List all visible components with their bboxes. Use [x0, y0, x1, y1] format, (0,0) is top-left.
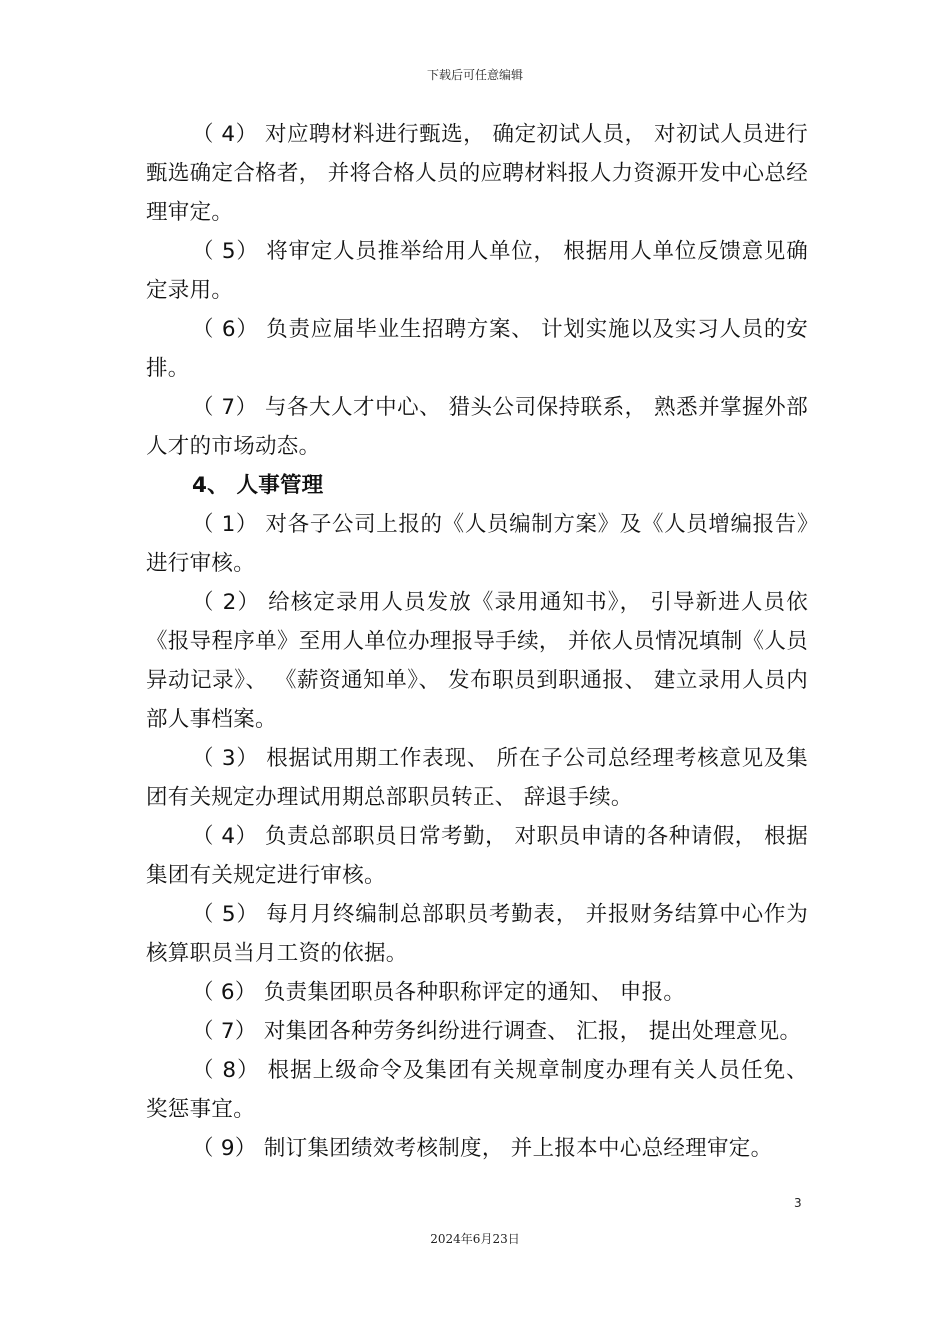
header-note: 下载后可任意编辑	[426, 68, 523, 82]
paragraph-recruit-6: （ 6） 负责应届毕业生招聘方案、 计划实施以及实习人员的安排。	[146, 317, 808, 381]
paragraph-personnel-8: （ 8） 根据上级命令及集团有关规章制度办理有关人员任免、奖惩事宜。	[146, 1058, 808, 1122]
paragraph-personnel-7: （ 7） 对集团各种劳务纠纷进行调查、 汇报， 提出处理意见。	[192, 1019, 802, 1044]
paragraph-personnel-9: （ 9） 制订集团绩效考核制度， 并上报本中心总经理审定。	[192, 1136, 773, 1161]
section-heading-personnel: 4、 人事管理	[192, 473, 324, 498]
paragraph-personnel-1: （ 1） 对各子公司上报的《人员编制方案》及《人员增编报告》进行审核。	[146, 512, 808, 576]
footer-date: 2024年6月23日	[430, 1232, 520, 1246]
paragraph-personnel-5: （ 5） 每月月终编制总部职员考勤表， 并报财务结算中心作为核算职员当月工资的依据。	[146, 902, 808, 966]
paragraph-recruit-5: （ 5） 将审定人员推举给用人单位， 根据用人单位反馈意见确定录用。	[146, 239, 808, 303]
paragraph-recruit-7: （ 7） 与各大人才中心、 猎头公司保持联系， 熟悉并掌握外部人才的市场动态。	[146, 395, 808, 459]
paragraph-personnel-3: （ 3） 根据试用期工作表现、 所在子公司总经理考核意见及集团有关规定办理试用期总部职员转正、 辞退手续。	[146, 746, 808, 810]
paragraph-personnel-4: （ 4） 负责总部职员日常考勤， 对职员申请的各种请假， 根据集团有关规定进行审核。	[146, 824, 808, 888]
paragraph-recruit-4: （ 4） 对应聘材料进行甄选， 确定初试人员， 对初试人员进行甄选确定合格者， 并将合格人员的应聘材料报人力资源开发中心总经理审定。	[146, 122, 808, 225]
page-number: 3	[794, 1196, 802, 1210]
document-body	[146, 115, 808, 1168]
paragraph-personnel-6: （ 6） 负责集团职员各种职称评定的通知、 申报。	[192, 980, 686, 1005]
paragraph-personnel-2: （ 2） 给核定录用人员发放《录用通知书》， 引导新进人员依《报导程序单》至用人单位办理报导手续， 并依人员情况填制《人员异动记录》、 《薪资通知单》、 发布职员到职通报、 建立录用人员内部人事档案。	[146, 590, 808, 732]
